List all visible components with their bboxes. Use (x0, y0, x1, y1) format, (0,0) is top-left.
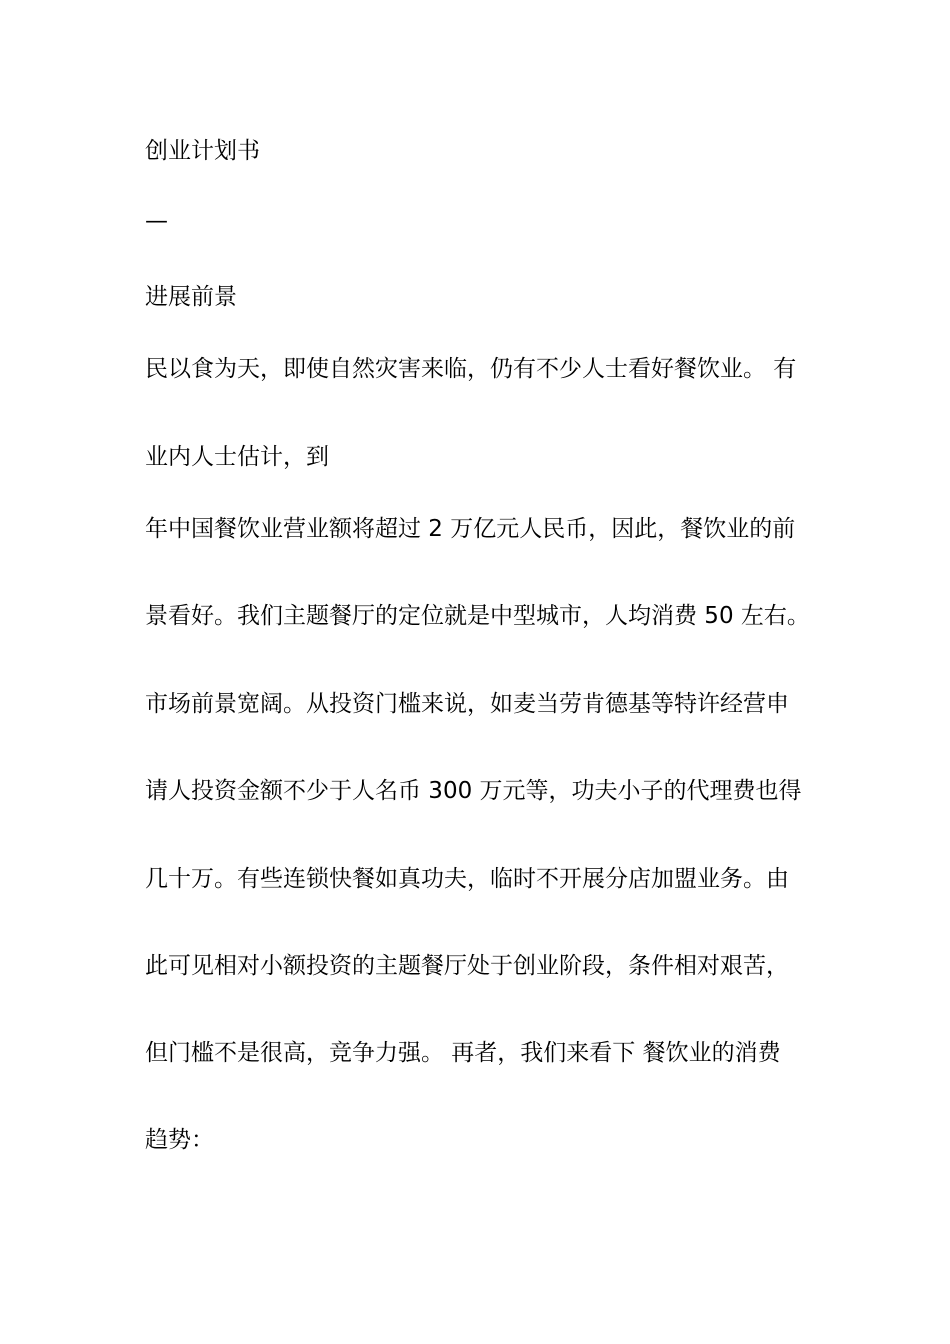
paragraph-line: 趋势： (145, 1127, 214, 1153)
document-title: 创业计划书 (145, 138, 260, 164)
paragraph-line: 业内人士估计，到 (145, 444, 329, 470)
paragraph-line: 请人投资金额不少于人名币 300 万元等，功夫小子的代理费也得 (145, 778, 802, 804)
paragraph-line: 此可见相对小额投资的主题餐厅处于创业阶段，条件相对艰苦， (145, 953, 789, 979)
paragraph-line: 几十万。有些连锁快餐如真功夫，临时不开展分店加盟业务。由 (145, 866, 789, 892)
paragraph-line: 市场前景宽阔。从投资门槛来说，如麦当劳肯德基等特许经营申 (145, 691, 789, 717)
separator-dash: — (145, 208, 168, 234)
paragraph-line: 民以食为天，即使自然灾害来临，仍有不少人士看好餐饮业。 有 (145, 356, 797, 382)
section-heading: 进展前景 (145, 284, 237, 310)
paragraph-line: 但门槛不是很高，竞争力强。 再者，我们来看下 餐饮业的消费 (145, 1040, 781, 1066)
paragraph-line: 景看好。我们主题餐厅的定位就是中型城市，人均消费 50 左右。 (145, 603, 810, 629)
paragraph-line: 年中国餐饮业营业额将超过 2 万亿元人民币，因此，餐饮业的前 (145, 516, 796, 542)
